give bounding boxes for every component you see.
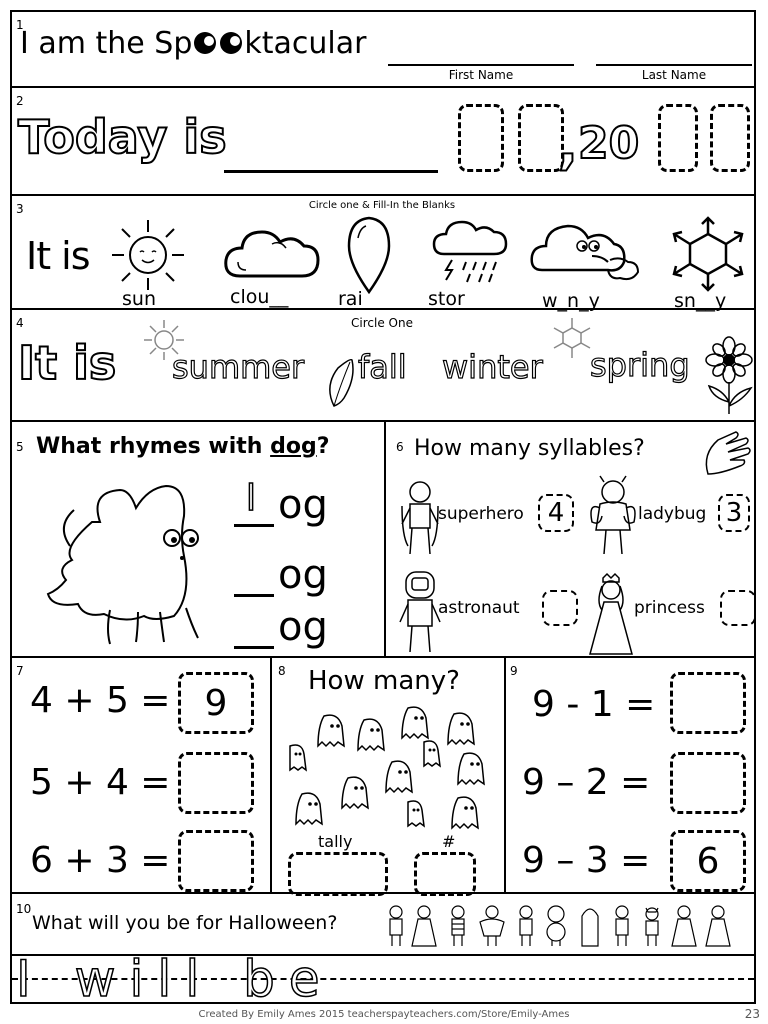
princess-icon [586,572,636,656]
cloud-icon [222,224,322,286]
syllable-word-ladybug: ladybug [638,504,707,524]
section-number: 3 [16,202,24,216]
addition-answer-1[interactable]: 9 [178,672,254,734]
trace-text: I will be [16,950,334,1008]
last-name-line[interactable] [596,64,752,66]
rhyme-syllable-row [12,422,754,658]
subtraction-answer-2[interactable] [670,752,746,814]
count-question: How many? [308,666,460,696]
math-row [12,658,754,894]
weather-word-windy[interactable]: w_n_y [542,290,600,312]
syllable-word-superhero: superhero [438,504,524,524]
subtraction-answer-3[interactable]: 6 [670,830,746,892]
season-spring[interactable]: spring [590,346,690,384]
syllable-box-astronaut[interactable] [542,590,578,626]
section-number: 2 [16,94,24,108]
syllable-word-astronaut: astronaut [438,598,520,618]
weather-row [12,196,754,310]
superhero-icon [398,478,442,558]
last-name-label: Last Name [641,68,707,82]
syllable-word-princess: princess [634,598,705,618]
subtraction-answer-1[interactable] [670,672,746,734]
section-number: 9 [510,664,518,678]
page-number: 23 [744,1007,760,1021]
addition-problem-1: 4 + 5 = [30,680,171,721]
season-lead: It is [18,336,117,390]
eyes-icon [192,30,244,56]
season-summer[interactable]: summer [172,348,305,386]
year-prefix: 20 [578,118,640,169]
subtraction-problem-2: 9 – 2 = [522,762,651,803]
section-number: 5 [16,440,24,454]
day-box-1[interactable] [458,104,504,172]
section-number: 4 [16,316,24,330]
syllable-box-superhero[interactable]: 4 [538,494,574,532]
date-comma: , [558,116,578,176]
rhyme-ending-3: og [278,604,328,650]
year-box-2[interactable] [710,104,750,172]
snowflake-small-icon [552,318,592,358]
weather-word-stormy[interactable]: stor__ [428,288,484,310]
rhyme-ending-2: og [278,552,328,598]
weather-instruction: Circle one & Fill-In the Blanks [308,200,456,211]
rhyme-answer-letter: l [246,478,257,519]
rhyme-ending-1: og [278,482,328,528]
addition-answer-2[interactable] [178,752,254,814]
season-fall[interactable]: fall [358,348,407,386]
title: I am the Sp ktacular [20,26,367,61]
section-number: 10 [16,902,32,916]
section-number: 7 [16,664,24,678]
footer-credit: Created By Emily Ames 2015 teacherspayteachers.com/Store/Emily-Ames [198,1009,570,1020]
addition-problem-2: 5 + 4 = [30,762,171,803]
today-label: Today is [18,110,227,164]
addition-answer-3[interactable] [178,830,254,892]
ghost-dog-icon [40,482,226,652]
halloween-question: What will you be for Halloween? [32,912,338,934]
clapping-hands-icon [702,430,752,478]
costume-kids-icon [384,904,754,948]
subtraction-problem-3: 9 – 3 = [522,840,651,881]
storm-icon [432,220,512,286]
section-number: 1 [16,18,24,32]
sun-icon [108,218,188,292]
flower-icon [702,336,756,416]
count-number-box[interactable] [414,852,476,896]
name-row [12,12,754,88]
raindrop-icon [346,216,392,294]
weather-word-cloudy[interactable]: clou__ [230,286,289,308]
addition-problem-3: 6 + 3 = [30,840,171,881]
syllable-box-ladybug[interactable]: 3 [718,494,750,532]
tally-box[interactable] [288,852,388,896]
ghost-group-icon [278,702,498,832]
month-line[interactable] [224,170,438,173]
season-winter[interactable]: winter [442,348,543,386]
syllable-box-princess[interactable] [720,590,756,626]
snowflake-icon [668,216,748,292]
section-number: 8 [278,664,286,678]
wind-icon [530,220,646,286]
ladybug-icon [586,474,640,558]
rhyme-blank-1[interactable] [234,524,274,527]
worksheet [10,10,756,1008]
weather-word-sunny[interactable]: sun__ [122,288,175,310]
first-name-label: First Name [448,68,514,82]
weather-word-snowy[interactable]: sn__y [674,290,727,312]
first-name-line[interactable] [388,64,574,66]
subtraction-problem-1: 9 - 1 = [532,684,656,725]
year-box-1[interactable] [658,104,698,172]
rhyme-blank-2[interactable] [234,594,274,597]
tally-label: tally [318,832,353,851]
section-number: 6 [396,440,404,454]
date-row [12,88,754,196]
rhyme-question: What rhymes with dog? [36,434,330,459]
syllable-question: How many syllables? [414,436,645,461]
weather-word-rainy[interactable]: rai__ [338,288,382,310]
halloween-row [12,894,754,1008]
weather-lead: It is [26,234,90,278]
season-instruction: Circle One [351,316,413,330]
leaf-icon [324,358,354,408]
astronaut-icon [398,570,442,654]
rhyme-blank-3[interactable] [234,646,274,649]
season-row [12,310,754,422]
number-label: # [442,832,456,851]
